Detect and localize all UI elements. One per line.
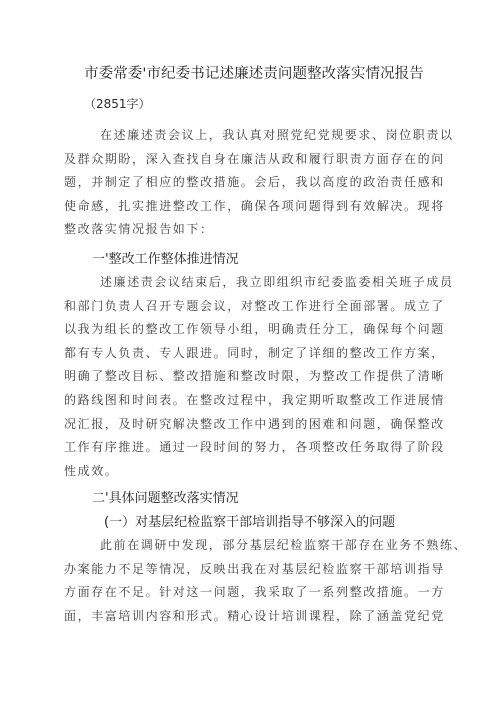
section1-line: 的路线图和时间表。在整改过程中，我定期听取整改工作进展情 bbox=[64, 392, 445, 407]
intro-line: 在述廉述责会议上，我认真对照党纪党规要求、岗位职责以 bbox=[100, 128, 454, 142]
word-count: （2851字） bbox=[84, 97, 151, 111]
intro-line: 及群众期盼，深入查找自身在廉洁从政和履行职责方面存在的问 bbox=[64, 151, 445, 166]
section1-line: 以我为组长的整改工作领导小组，明确责任分工，确保每个问题 bbox=[64, 322, 445, 337]
section1-paragraph bbox=[64, 271, 454, 483]
section1-line: 明确了整改目标、整改措施和整改时限，为整改工作提供了清晰 bbox=[64, 369, 445, 384]
section1-heading: 一'整改工作整体推进情况 bbox=[92, 252, 239, 267]
subsection1-line: 面，丰富培训内容和形式。精心设计培训课程，除了涵盖党纪党 bbox=[64, 608, 445, 623]
section1-line: 述廉述责会议结束后，我立即组织市纪委监委相关班子成员 bbox=[100, 275, 454, 289]
section1-line: 和部门负责人召开专题会议，对整改工作进行全面部署。成立了 bbox=[64, 298, 445, 313]
intro-line: 整改落实情况报告如下： bbox=[64, 222, 214, 237]
section1-line: 性成效。 bbox=[64, 463, 119, 478]
section1-line: 工作有序推进。通过一段时间的努力，各项整改任务取得了阶段 bbox=[64, 440, 445, 455]
subsection1-line: 此前在调研中发现，部分基层纪检监察干部存在业务不熟练、 bbox=[100, 538, 468, 552]
subsection1-heading: (一）对基层纪检监察干部培训指导不够深入的问题 bbox=[104, 515, 396, 530]
section1-line: 况汇报，及时研究解决整改工作中遇到的困难和问题，确保整改 bbox=[64, 416, 445, 431]
subsection1-line: 方面存在不足。针对这一问题，我采取了一系列整改措施。一方 bbox=[64, 585, 445, 600]
intro-paragraph bbox=[64, 124, 454, 242]
section1-line: 都有专人负责、专人跟进。同时，制定了详细的整改工作方案， bbox=[64, 345, 445, 360]
section2-heading: 二'具体问题整改落实情况 bbox=[92, 491, 239, 506]
intro-line: 题，并制定了相应的整改措施。会后，我以高度的政治责任感和 bbox=[64, 175, 445, 190]
subsection1-line: 办案能力不足等情况，反映出我在对基层纪检监察干部培训指导 bbox=[64, 561, 445, 576]
subsection1-paragraph bbox=[64, 534, 468, 628]
intro-line: 使命感，扎实推进整改工作，确保各项问题得到有效解决。现将 bbox=[64, 198, 445, 213]
document-title: 市委常委'市纪委书记述廉述责问题整改落实情况报告 bbox=[84, 66, 424, 82]
